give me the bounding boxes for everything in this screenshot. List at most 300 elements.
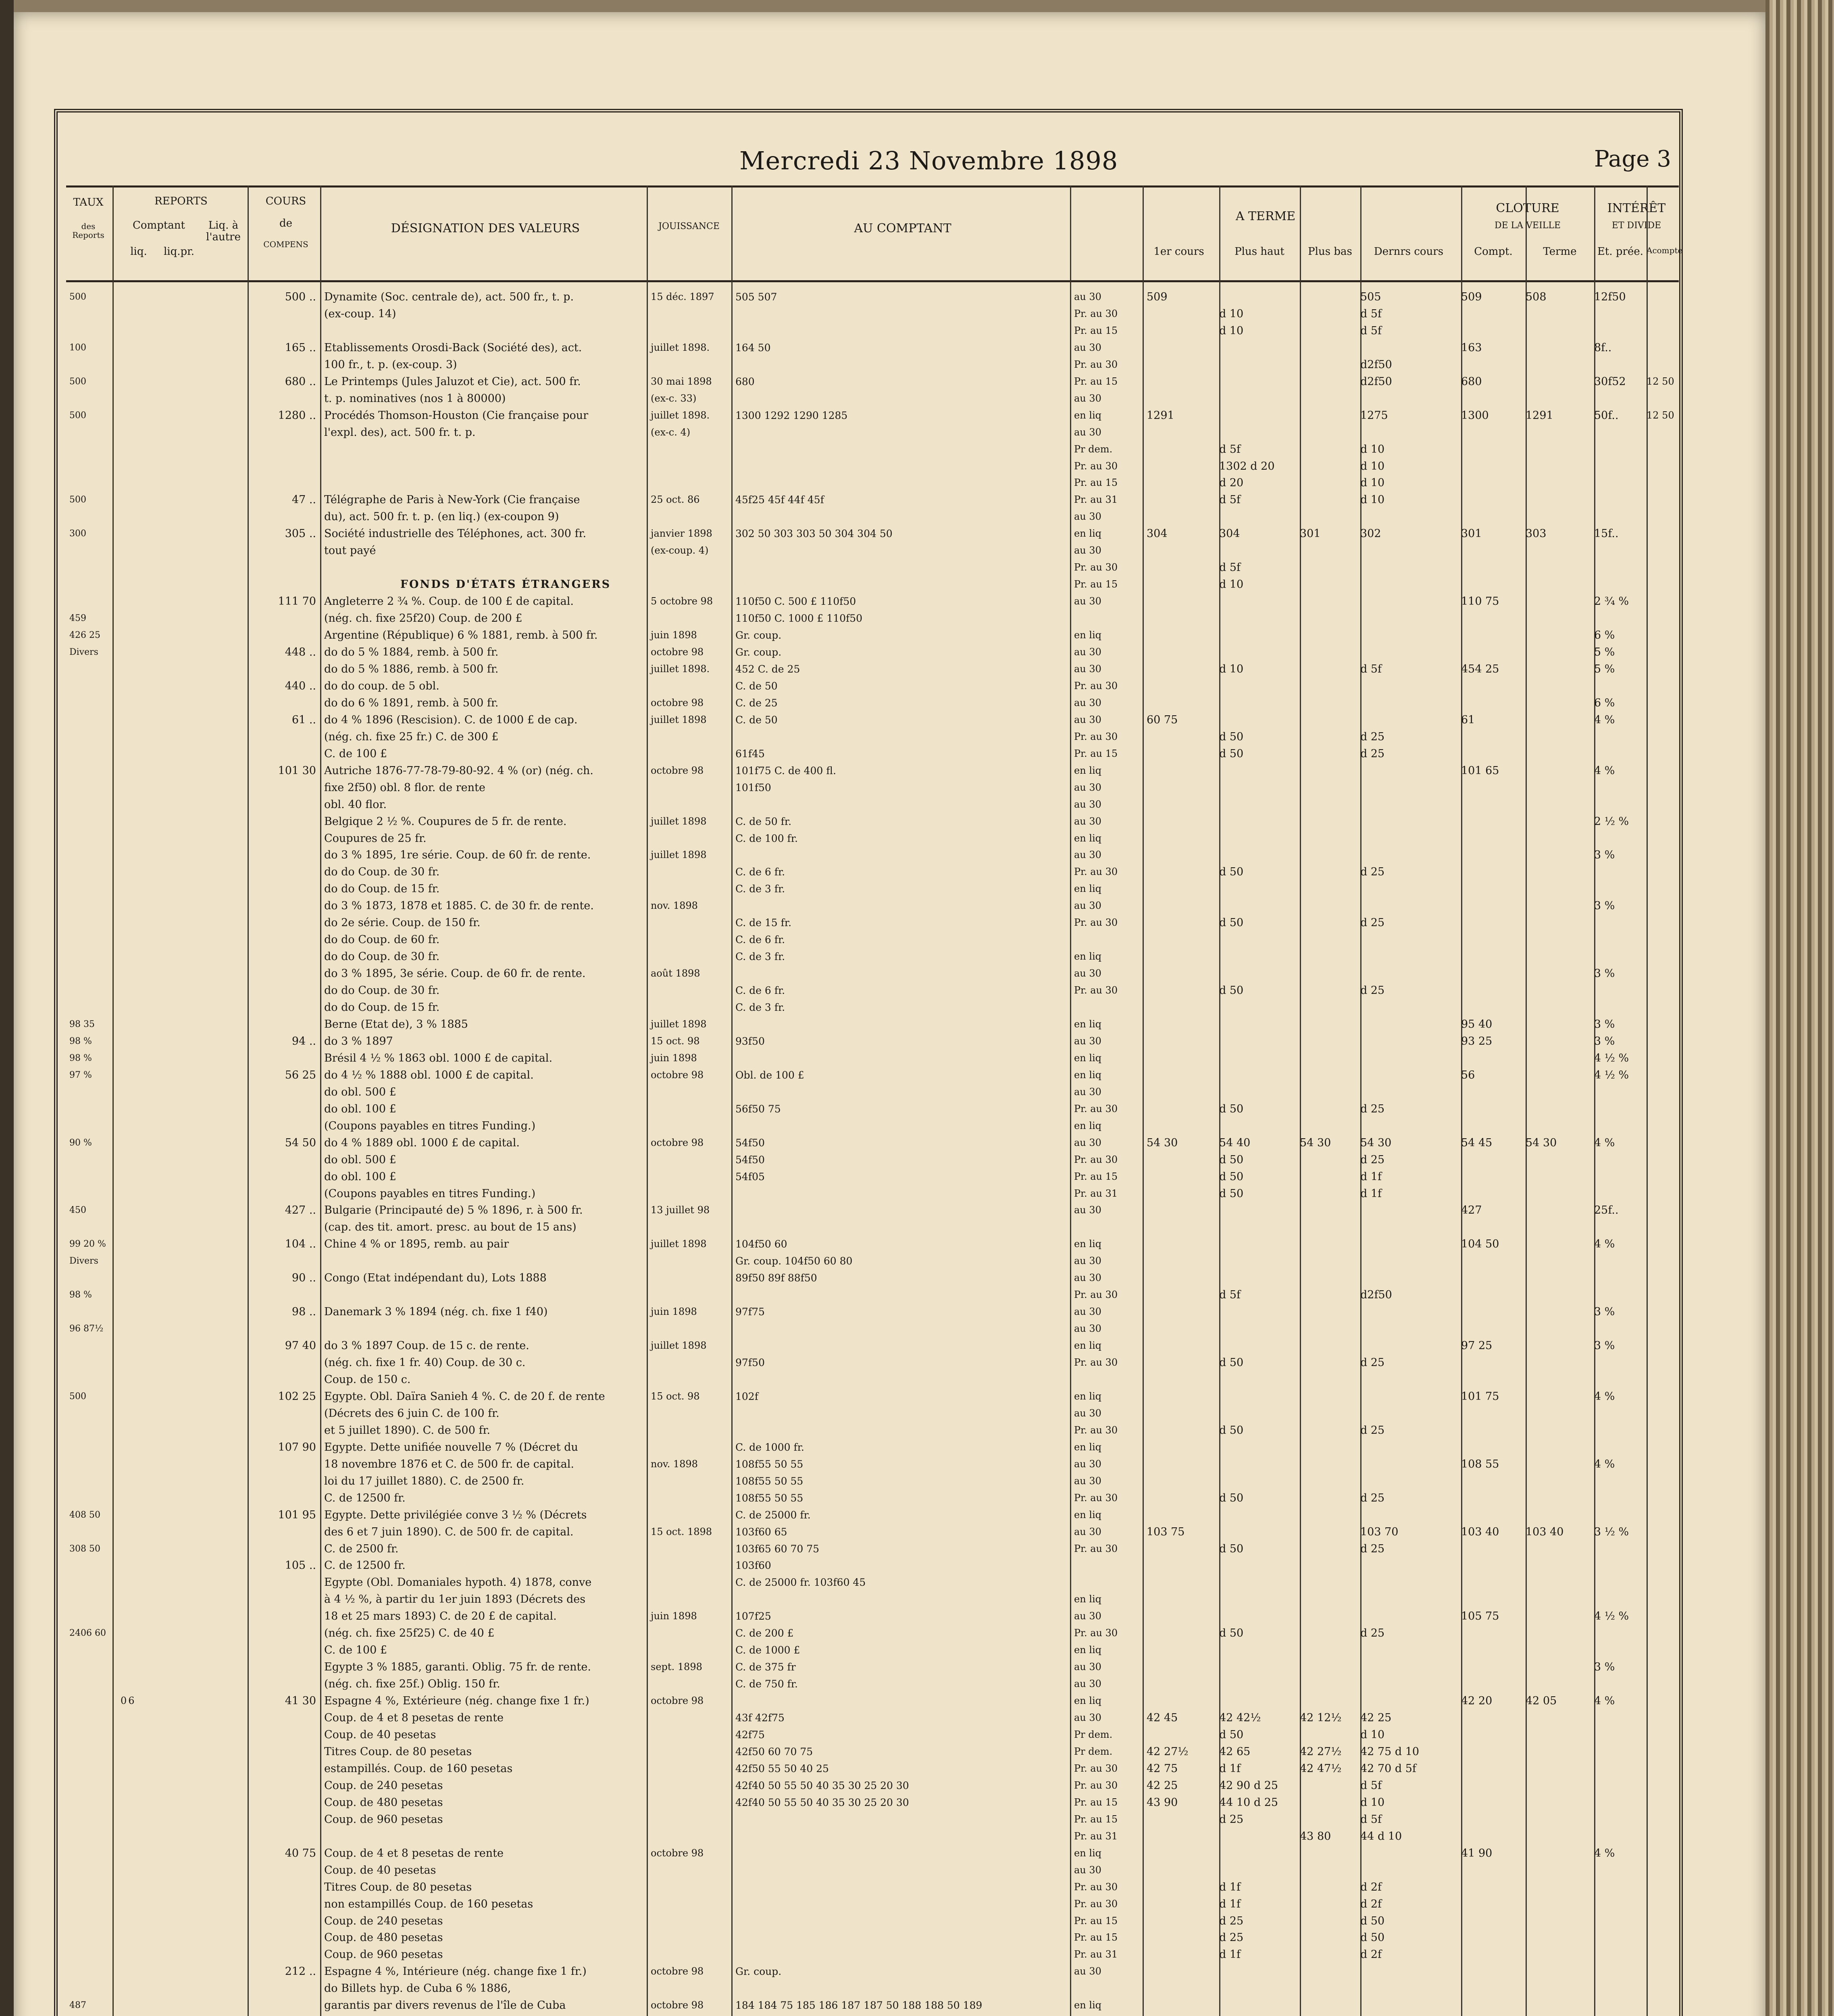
table-row — [66, 1847, 1679, 1864]
cell-t2: d 25 — [1219, 1813, 1244, 1826]
table-row — [66, 1813, 1679, 1830]
cell-term: Pr. au 15 — [1074, 375, 1118, 387]
table-row — [66, 1525, 1679, 1542]
cell-t2: d 25 — [1219, 1914, 1244, 1927]
table-row — [66, 865, 1679, 882]
table-row — [66, 1390, 1679, 1407]
cell-des: do 4 ½ % 1888 obl. 1000 £ de capital. — [324, 1068, 534, 1081]
cell-t3: 54 30 — [1300, 1136, 1331, 1149]
cell-cpt: Obl. de 100 £ — [735, 1069, 804, 1081]
cell-jou: 15 oct. 98 — [651, 1035, 700, 1047]
cell-jou: octobre 98 — [651, 764, 704, 776]
cell-t4: d 25 — [1360, 730, 1385, 743]
cell-des: (cap. des tit. amort. presc. au bout de 15 ans) — [324, 1221, 577, 1234]
cell-jou: 15 oct. 1898 — [651, 1526, 712, 1537]
cell-t4: d 1f — [1360, 1170, 1382, 1183]
cell-term: Pr. au 30 — [1074, 1881, 1118, 1893]
cell-jou: nov. 1898 — [651, 1458, 698, 1470]
cell-term: au 30 — [1074, 1458, 1101, 1470]
cell-cours: 111 70 — [278, 595, 316, 608]
table-row — [66, 1305, 1679, 1322]
col-au-comptant: AU COMPTANT — [854, 221, 951, 235]
cell-clo1: 61 — [1461, 713, 1475, 726]
cell-term: Pr. au 30 — [1074, 460, 1118, 472]
cell-int: 4 % — [1594, 764, 1615, 777]
cell-int: 4 % — [1594, 1136, 1615, 1149]
table-row — [66, 1441, 1679, 1458]
cell-des: l'expl. des), act. 500 fr. t. p. — [324, 426, 476, 439]
table-row — [66, 1627, 1679, 1643]
table-row — [66, 629, 1679, 646]
cell-des: C. de 12500 fr. — [324, 1559, 406, 1572]
cell-int: 8f.. — [1594, 341, 1612, 354]
cell-int: 2 ¾ % — [1594, 595, 1629, 608]
table-row — [66, 696, 1679, 713]
cell-int: 4 ½ % — [1594, 1052, 1629, 1064]
table-row — [66, 713, 1679, 730]
cell-jou: 15 oct. 98 — [651, 1390, 700, 1402]
cell-taux: 99 20 % — [69, 1239, 106, 1250]
cell-des: do do Coup. de 30 fr. — [324, 984, 440, 997]
cell-des: do do Coup. de 30 fr. — [324, 866, 440, 879]
cell-t3: 42 27½ — [1300, 1745, 1342, 1758]
col-reports: REPORTS — [154, 195, 208, 207]
cell-cpt: 42f40 50 55 50 40 35 30 25 20 30 — [735, 1779, 909, 1791]
table-row — [66, 578, 1679, 595]
table-row — [66, 1220, 1679, 1237]
cell-term: Pr. au 30 — [1074, 985, 1118, 996]
cell-des: Egypte. Obl. Daïra Sanieh 4 %. C. de 20 f. de rente — [324, 1390, 605, 1403]
table-row — [66, 1677, 1679, 1694]
cell-t2: d 1f — [1219, 1897, 1241, 1910]
cell-des: do obl. 100 £ — [324, 1102, 396, 1115]
cell-des: t. p. nominatives (nos 1 à 80000) — [324, 392, 506, 405]
cell-t2: 54 40 — [1219, 1136, 1251, 1149]
table-row — [66, 1136, 1679, 1153]
cell-des: C. de 2500 fr. — [324, 1542, 399, 1555]
col-jouissance: JOUISSANCE — [658, 221, 720, 231]
cell-term: Pr. au 30 — [1074, 1898, 1118, 1910]
cell-term: au 30 — [1074, 1407, 1101, 1419]
cell-t4: 1275 — [1360, 409, 1388, 422]
cell-t4: d 2f — [1360, 1948, 1382, 1961]
cell-t2: d 50 — [1219, 866, 1244, 879]
cell-cours: 165 .. — [285, 341, 316, 354]
cell-term: Pr. au 30 — [1074, 1762, 1118, 1774]
table-row — [66, 1830, 1679, 1847]
cell-t2: d 50 — [1219, 1491, 1244, 1504]
cell-term: Pr. au 15 — [1074, 1796, 1118, 1808]
table-row — [66, 764, 1679, 781]
cell-t2: d 5f — [1219, 1289, 1241, 1302]
table-row — [66, 1948, 1679, 1965]
cell-term: en liq — [1074, 1052, 1102, 1064]
cell-cpt: C. de 375 fr — [735, 1661, 796, 1673]
cell-t4: d 10 — [1360, 1729, 1385, 1741]
cell-des: Etablissements Orosdi-Back (Société des), act. — [324, 341, 582, 354]
col-taux-sub: des Reports — [72, 221, 104, 240]
cell-cours: 104 .. — [285, 1238, 316, 1251]
cell-term: en liq — [1074, 1593, 1102, 1605]
cell-cpt: C. de 25 — [735, 697, 778, 709]
cell-cpt: C. de 750 fr. — [735, 1678, 798, 1690]
cell-des: Coup. de 960 pesetas — [324, 1948, 443, 1961]
cell-jou: octobre 98 — [651, 646, 704, 658]
cell-clo1: 509 — [1461, 291, 1482, 303]
cell-cpt: 184 184 75 185 186 187 187 50 188 188 50 189 — [735, 1999, 983, 2012]
cell-t4: 42 25 — [1360, 1712, 1392, 1724]
cell-jou: juillet 1898. — [651, 663, 710, 675]
cell-jou: juin 1898 — [651, 1610, 697, 1622]
cell-t2: d 5f — [1219, 494, 1241, 506]
cell-des: à 4 ½ %, à partir du 1er juin 1893 (Décrets des — [324, 1593, 586, 1606]
cell-cpt: 104f50 60 — [735, 1238, 787, 1250]
cell-jou: nov. 1898 — [651, 900, 698, 912]
cell-int: 15f.. — [1594, 527, 1619, 540]
cell-des: do 4 % 1896 (Rescision). C. de 1000 £ de cap. — [324, 713, 578, 726]
cell-clo1: 301 — [1461, 527, 1482, 540]
cell-cpt: 103f65 60 70 75 — [735, 1543, 820, 1555]
cell-term: Pr. au 30 — [1074, 1154, 1118, 1165]
table-row — [66, 899, 1679, 916]
cell-taux: 500 — [69, 376, 86, 387]
cell-t1: 304 — [1147, 527, 1168, 540]
cell-clo1: 54 45 — [1461, 1136, 1493, 1149]
cell-taux: 98 % — [69, 1036, 92, 1046]
cell-int: 5 % — [1594, 662, 1615, 675]
table-row — [66, 1458, 1679, 1475]
cell-term: en liq — [1074, 951, 1102, 962]
cell-term: en liq — [1074, 629, 1102, 641]
cell-taux: 500 — [69, 410, 86, 421]
cell-term: Pr. au 15 — [1074, 325, 1118, 336]
cell-t2: 42 42½ — [1219, 1712, 1261, 1724]
cell-taux: 308 50 — [69, 1543, 100, 1554]
cell-t1: 60 75 — [1147, 713, 1178, 726]
table-row — [66, 1170, 1679, 1187]
col-a-terme: A TERME — [1235, 209, 1296, 223]
table-row — [66, 1373, 1679, 1390]
cell-cpt: 45f25 45f 44f 45f — [735, 494, 824, 506]
cell-clo1: 454 25 — [1461, 662, 1499, 675]
cell-t4: d 50 — [1360, 1914, 1385, 1927]
cell-t4: 302 — [1360, 527, 1381, 540]
table-row — [66, 1762, 1679, 1779]
cell-cpt: 54f05 — [735, 1170, 765, 1183]
cell-clo1: 101 65 — [1461, 764, 1499, 777]
cell-term: Pr. au 30 — [1074, 1492, 1118, 1504]
cell-jou: juillet 1898 — [651, 1018, 707, 1030]
col-liq-pr: liq.pr. — [163, 246, 195, 258]
cell-t4: d 25 — [1360, 1356, 1385, 1369]
cell-cpt: C. de 6 fr. — [735, 985, 785, 997]
cell-int: 4 % — [1594, 1390, 1615, 1403]
cell-term: Pr. au 31 — [1074, 1830, 1118, 1842]
cell-term: Pr. au 30 — [1074, 358, 1118, 370]
cell-t2: d 20 — [1219, 477, 1244, 489]
table-row — [66, 1559, 1679, 1576]
cell-term: au 30 — [1074, 900, 1101, 912]
cell-t2: 1302 d 20 — [1219, 460, 1275, 473]
cell-t4: d 25 — [1360, 1102, 1385, 1115]
table-row — [66, 933, 1679, 950]
cell-jou: octobre 98 — [651, 1999, 704, 2011]
cell-term: Pr dem. — [1074, 1745, 1113, 1757]
cell-term: Pr. au 15 — [1074, 1932, 1118, 1943]
table-row — [66, 1035, 1679, 1052]
table-row — [66, 984, 1679, 1001]
cell-t4: d 5f — [1360, 324, 1382, 337]
cell-des: do 3 % 1873, 1878 et 1885. C. de 30 fr. de rente. — [324, 900, 594, 912]
table-row — [66, 1204, 1679, 1220]
section-heading: FONDS D'ÉTATS ÉTRANGERS — [400, 578, 611, 591]
cell-jou: (ex-coup. 4) — [651, 545, 709, 556]
cell-cours: 440 .. — [285, 679, 316, 692]
cell-t3: 42 12½ — [1300, 1712, 1342, 1724]
cell-des: Autriche 1876-77-78-79-80-92. 4 % (or) (nég. ch. — [324, 764, 593, 777]
col-pres: Et. prée. — [1597, 246, 1644, 258]
cell-term: au 30 — [1074, 596, 1101, 607]
table-row — [66, 1999, 1679, 2016]
cell-term: Pr. au 30 — [1074, 917, 1118, 929]
cell-cpt: 43f 42f75 — [735, 1712, 785, 1724]
cell-des: estampillés. Coup. de 160 pesetas — [324, 1762, 513, 1775]
cell-t4: d 5f — [1360, 1813, 1382, 1826]
cell-jou: octobre 98 — [651, 1137, 704, 1148]
cell-t2: d 1f — [1219, 1881, 1241, 1893]
cell-cpt: 56f50 75 — [735, 1103, 781, 1115]
cell-t2: d 50 — [1219, 1170, 1244, 1183]
cell-des: do do Coup. de 15 fr. — [324, 1001, 440, 1014]
table-row — [66, 1914, 1679, 1931]
cell-des: do do 6 % 1891, remb. à 500 fr. — [324, 696, 499, 709]
table-row — [66, 1254, 1679, 1271]
cell-des: Danemark 3 % 1894 (nég. ch. fixe 1 f40) — [324, 1306, 548, 1318]
col-cours: COURS — [265, 195, 306, 207]
cell-jou: 25 oct. 86 — [651, 494, 700, 506]
cell-des: Espagne 4 %, Intérieure (nég. change fixe 1 fr.) — [324, 1965, 587, 1978]
cell-t4: d 25 — [1360, 866, 1385, 879]
cell-des: Berne (Etat de), 3 % 1885 — [324, 1018, 468, 1031]
table-row — [66, 1322, 1679, 1339]
cell-cpt: 42f75 — [735, 1729, 765, 1741]
cell-int: 6 % — [1594, 629, 1615, 642]
cell-t4: d 2f — [1360, 1881, 1382, 1893]
cell-t3: 43 80 — [1300, 1830, 1331, 1843]
cell-int: 4 % — [1594, 713, 1615, 726]
cell-t4: d 10 — [1360, 494, 1385, 506]
cell-cpt: 108f55 50 55 — [735, 1492, 804, 1504]
cell-term: Pr. au 15 — [1074, 477, 1118, 489]
cell-int: 4 % — [1594, 1695, 1615, 1708]
table-row — [66, 1728, 1679, 1745]
cell-cpt: 164 50 — [735, 342, 771, 354]
cell-term: au 30 — [1074, 291, 1101, 302]
cell-cours: 56 25 — [285, 1068, 316, 1081]
table-row — [66, 561, 1679, 578]
table-row — [66, 290, 1679, 307]
cell-cours: 101 95 — [278, 1508, 316, 1521]
cell-t2: 42 65 — [1219, 1745, 1251, 1758]
cell-acc: 12 50 — [1647, 409, 1674, 421]
col-et-divide: ET DIVIDE — [1611, 221, 1661, 231]
table-row — [66, 662, 1679, 679]
table-row — [66, 476, 1679, 493]
cell-t2: d 50 — [1219, 1627, 1244, 1640]
cell-cpt: 93f50 — [735, 1035, 765, 1047]
cell-clo1: 103 40 — [1461, 1525, 1499, 1538]
cell-cours: 680 .. — [285, 375, 316, 388]
cell-des: C. de 12500 fr. — [324, 1491, 406, 1504]
cell-des: do 4 % 1889 obl. 1000 £ de capital. — [324, 1136, 520, 1149]
cell-term: au 30 — [1074, 1323, 1101, 1335]
table-row — [66, 781, 1679, 798]
cell-cpt: 108f55 50 55 — [735, 1458, 804, 1470]
cell-jou: (ex-c. 4) — [651, 426, 691, 438]
cell-t2: d 1f — [1219, 1762, 1241, 1775]
table-row — [66, 409, 1679, 426]
table-row — [66, 1864, 1679, 1881]
cell-term: au 30 — [1074, 1035, 1101, 1047]
cell-cpt: C. de 6 fr. — [735, 934, 785, 946]
cell-des: C. de 100 £ — [324, 1644, 387, 1657]
cell-cpt: 108f55 50 55 — [735, 1475, 804, 1487]
cell-cpt: Gr. coup. — [735, 629, 782, 641]
page-date: Mercredi 23 Novembre 1898 — [739, 146, 1118, 175]
cell-t2: d 10 — [1219, 324, 1244, 337]
cell-des: Coup. de 240 pesetas — [324, 1914, 443, 1927]
column-headers — [66, 194, 1683, 282]
cell-des: (nég. ch. fixe 25f.) Oblig. 150 fr. — [324, 1678, 500, 1691]
cell-cours: 1280 .. — [278, 409, 316, 422]
table-row — [66, 1339, 1679, 1356]
cell-cpt: 302 50 303 303 50 304 304 50 — [735, 528, 893, 540]
cell-clo1: 97 25 — [1461, 1339, 1493, 1352]
cell-cpt: 54f50 — [735, 1137, 765, 1149]
cell-taux: 500 — [69, 292, 86, 302]
cell-des: (nég. ch. fixe 25f20) Coup. de 200 £ — [324, 612, 523, 625]
cell-des: do do 5 % 1884, remb. à 500 fr. — [324, 646, 499, 659]
cell-term: au 30 — [1074, 1526, 1101, 1537]
cell-term: au 30 — [1074, 1204, 1101, 1216]
cell-cours: 448 .. — [285, 646, 316, 659]
table-row — [66, 595, 1679, 612]
col-plus-haut: Plus haut — [1234, 246, 1284, 258]
cell-t3: 301 — [1300, 527, 1321, 540]
cell-des: obl. 40 flor. — [324, 798, 387, 811]
cell-int: 4 % — [1594, 1458, 1615, 1470]
cell-cpt: 42f50 60 70 75 — [735, 1745, 813, 1758]
cell-clo1: 105 75 — [1461, 1610, 1499, 1623]
cell-cours: 105 .. — [285, 1559, 316, 1572]
col-interet: INTÉRÊT — [1607, 201, 1666, 215]
col-cloture: CLOTURE — [1496, 201, 1559, 215]
cell-clo1: 1300 — [1461, 409, 1489, 422]
cell-t2: d 50 — [1219, 1542, 1244, 1555]
cell-des: Coup. de 960 pesetas — [324, 1813, 443, 1826]
cell-term: Pr. au 30 — [1074, 1779, 1118, 1791]
cell-taux: 459 — [69, 613, 86, 624]
cell-cpt: Gr. coup. 104f50 60 80 — [735, 1255, 853, 1267]
cell-des: do 2e série. Coup. de 150 fr. — [324, 916, 481, 929]
cell-clo1: 110 75 — [1461, 595, 1499, 608]
cell-t4: d 10 — [1360, 443, 1385, 456]
table-row — [66, 1491, 1679, 1508]
cell-t2: d 50 — [1219, 916, 1244, 929]
cell-taux: 98 % — [69, 1053, 92, 1063]
cell-term: au 30 — [1074, 426, 1101, 438]
table-row — [66, 1542, 1679, 1559]
table-row — [66, 1052, 1679, 1068]
cell-cpt: 110f50 C. 1000 £ 110f50 — [735, 612, 863, 625]
cell-term: au 30 — [1074, 646, 1101, 658]
cell-taux: 408 50 — [69, 1510, 100, 1520]
col-liq-a-autre: Liq. à l'autre — [206, 219, 241, 243]
cell-t4: d 10 — [1360, 1796, 1385, 1809]
cell-clo2: 103 40 — [1526, 1525, 1564, 1538]
table-row — [66, 612, 1679, 629]
col-compens: COMPENS — [263, 240, 308, 249]
cell-taux: 426 25 — [69, 630, 100, 641]
table-row — [66, 882, 1679, 899]
table-row — [66, 1271, 1679, 1288]
cell-des: Le Printemps (Jules Jaluzot et Cie), act. 500 fr. — [324, 375, 581, 388]
table-row — [66, 1965, 1679, 1982]
cell-des: Coupures de 25 fr. — [324, 832, 427, 845]
cell-term: Pr. au 30 — [1074, 1627, 1118, 1639]
cell-cours: 40 75 — [285, 1847, 316, 1860]
cell-des: do do Coup. de 15 fr. — [324, 883, 440, 896]
cell-t1: 1291 — [1147, 409, 1174, 422]
cell-t2: d 50 — [1219, 1424, 1244, 1437]
cell-cpt: Gr. coup. — [735, 1966, 782, 1978]
quotation-table — [66, 290, 1679, 2016]
cell-term: au 30 — [1074, 342, 1101, 353]
cell-t4: d 10 — [1360, 477, 1385, 489]
cell-term: en liq — [1074, 1120, 1102, 1131]
cell-term: Pr. au 30 — [1074, 1543, 1118, 1554]
col-de-la-veille: DE LA VEILLE — [1494, 221, 1561, 231]
cell-int: 4 % — [1594, 1238, 1615, 1251]
cell-des: 18 et 25 mars 1893) C. de 20 £ de capital. — [324, 1610, 557, 1623]
cell-t2: d 5f — [1219, 561, 1241, 574]
cell-des: Angleterre 2 ¾ %. Coup. de 100 £ de capital. — [324, 595, 574, 608]
cell-term: au 30 — [1074, 511, 1101, 523]
cell-term: Pr. au 31 — [1074, 494, 1118, 506]
cell-t1: 54 30 — [1147, 1136, 1178, 1149]
cell-jou: juillet 1898. — [651, 409, 710, 421]
cell-t4: 103 70 — [1360, 1525, 1399, 1538]
table-row — [66, 1694, 1679, 1711]
cell-term: en liq — [1074, 1018, 1102, 1030]
col-terme: Terme — [1543, 246, 1577, 258]
cell-cpt: C. de 6 fr. — [735, 866, 785, 878]
cell-term: au 30 — [1074, 1864, 1101, 1876]
cell-taux: 487 — [69, 2000, 86, 2011]
cell-int: 3 % — [1594, 1018, 1615, 1031]
cell-taux: Divers — [69, 647, 98, 658]
cell-t4: d 10 — [1360, 460, 1385, 473]
cell-jou: juillet 1898 — [651, 1238, 707, 1250]
cell-t4: d 5f — [1360, 662, 1382, 675]
cell-des: do 3 % 1895, 1re série. Coup. de 60 fr. de rente. — [324, 849, 591, 862]
table-row — [66, 1356, 1679, 1373]
cell-t2: d 10 — [1219, 662, 1244, 675]
cell-cpt: C. de 3 fr. — [735, 951, 785, 963]
header-rule — [66, 185, 1679, 187]
cell-des: C. de 100 £ — [324, 747, 387, 760]
page-number: Page 3 — [1594, 146, 1671, 172]
